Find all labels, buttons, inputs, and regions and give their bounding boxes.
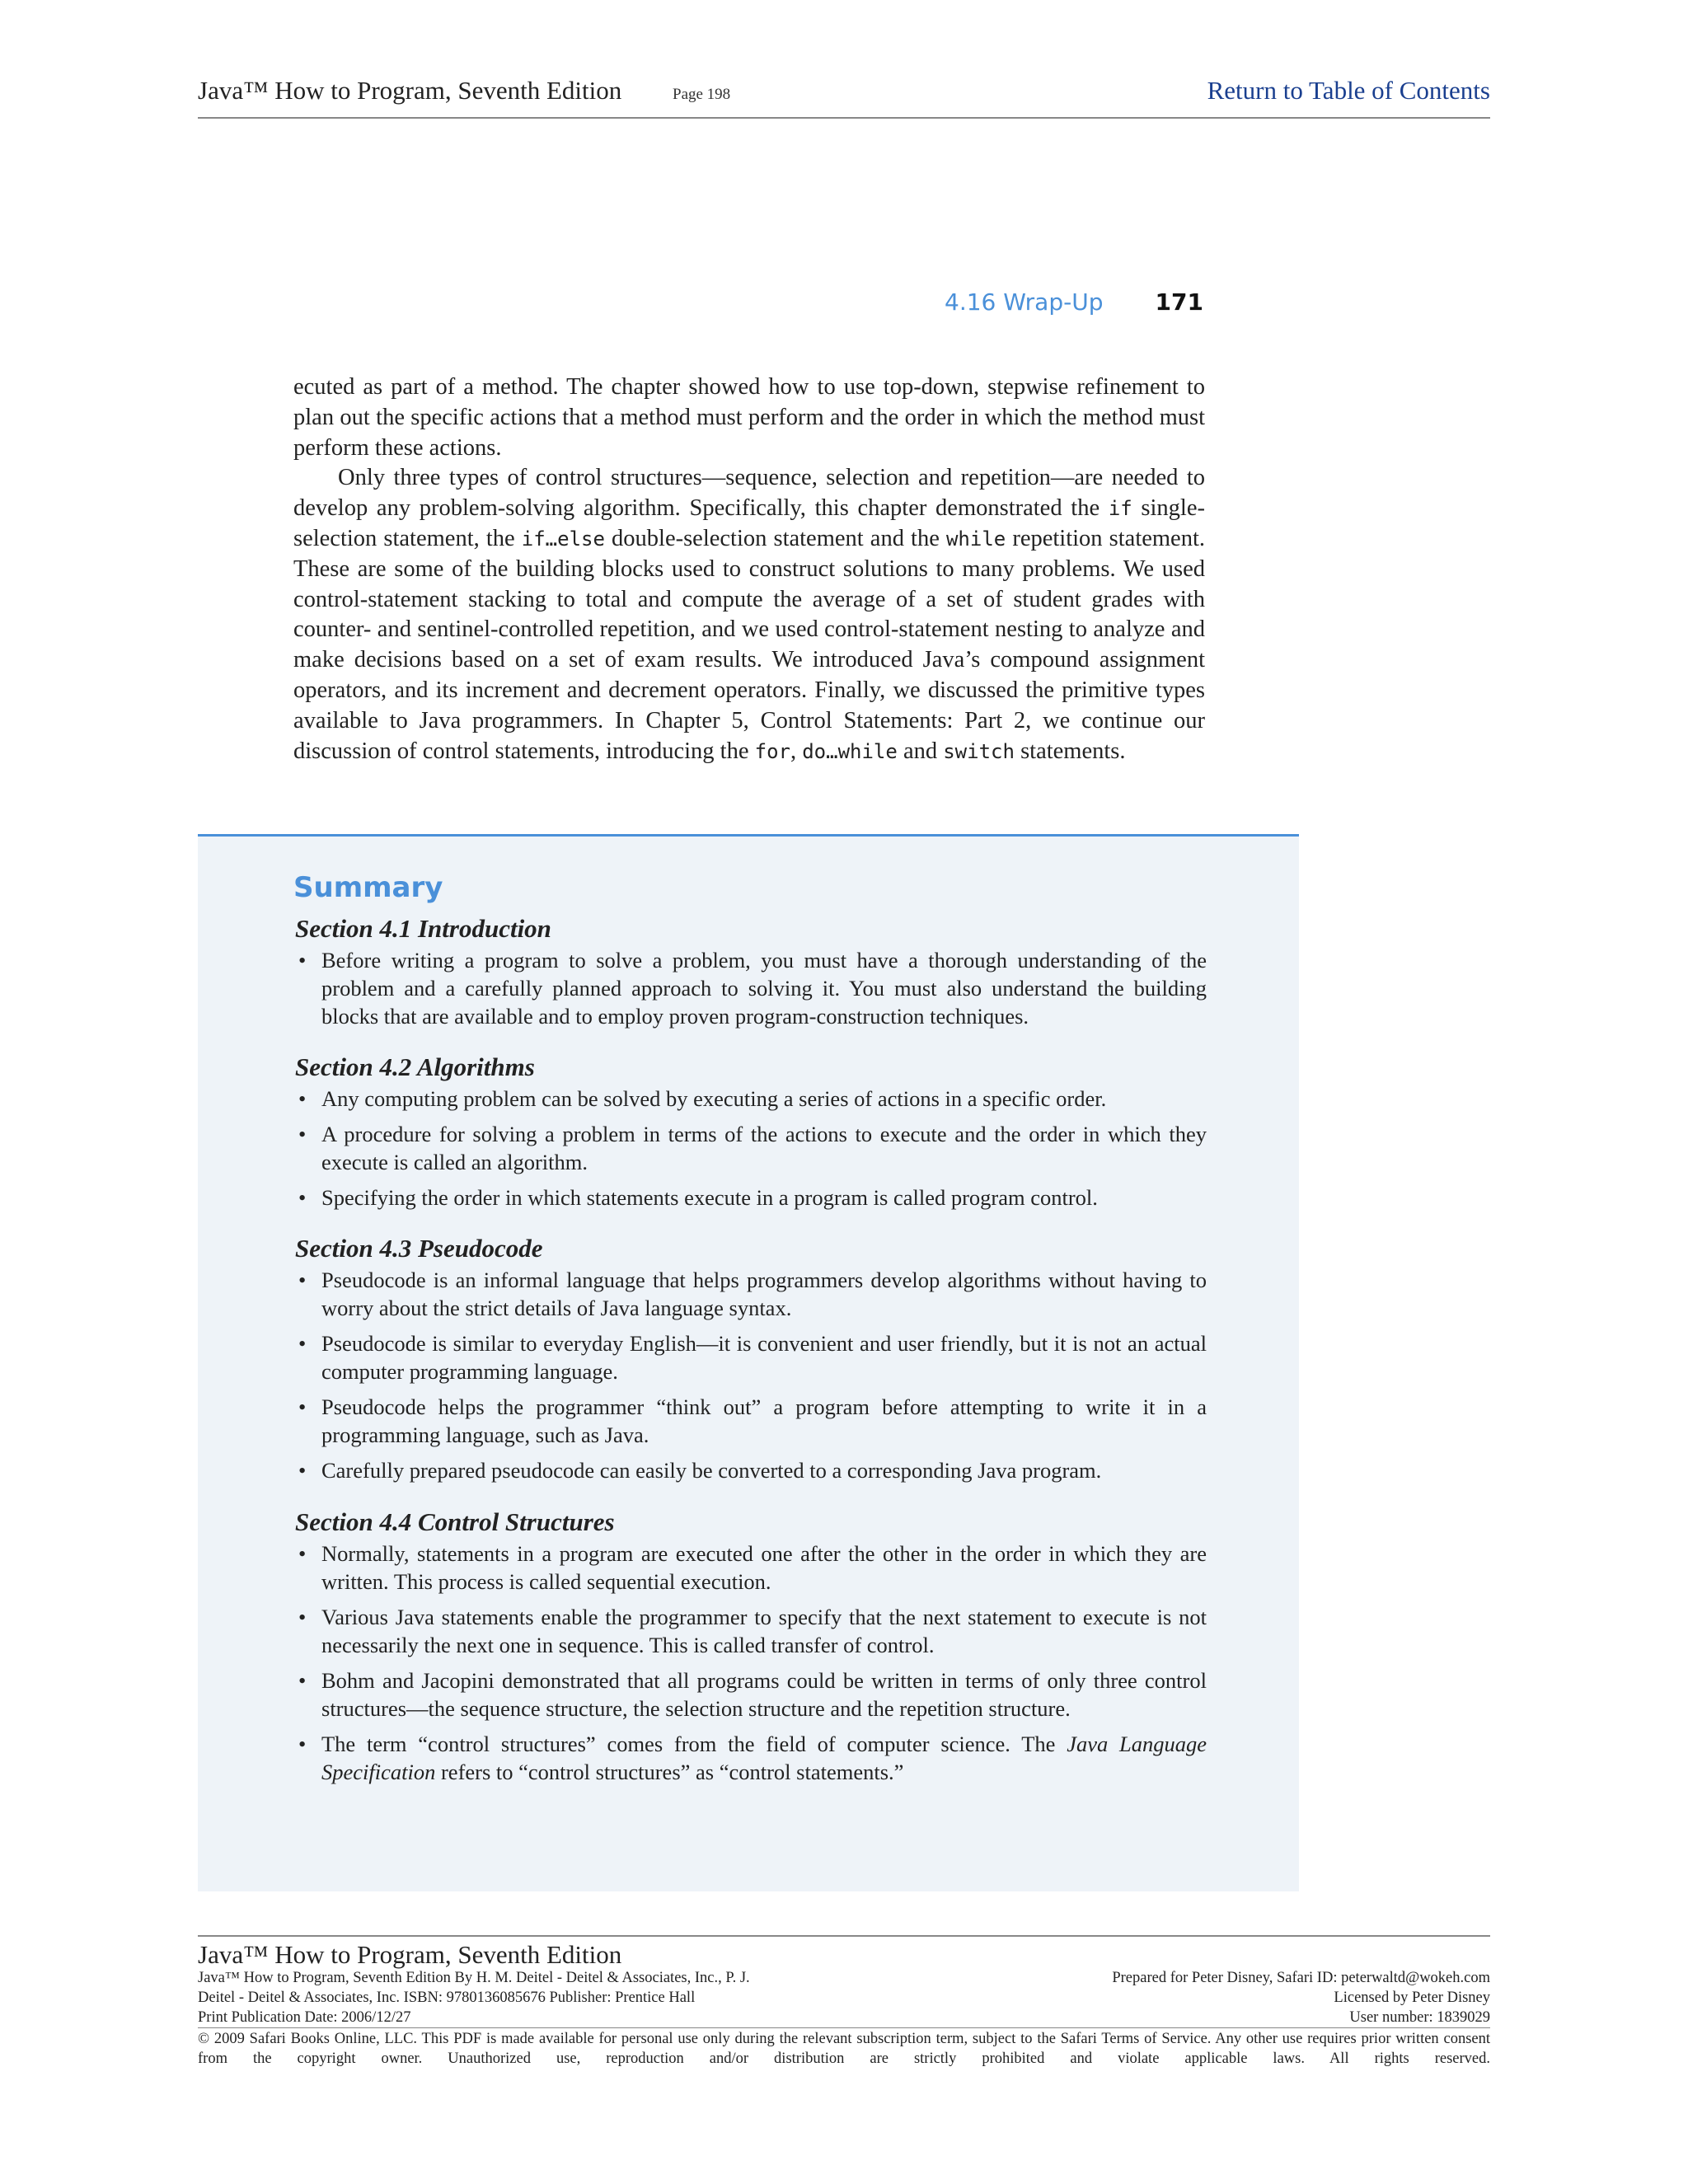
bullet-text: Pseudocode is an informal language that helps programmers develop algorithms without having to worry about the strict details of Java language syntax. [321,1268,1207,1320]
summary-bullet [295,1120,1207,1176]
bullet-text [321,1730,1207,1786]
bullet-text: Normally, statements in a program are executed one after the other in the order in which they are written. This process is called sequential execution. [321,1541,1207,1594]
text-run: statements. [1014,738,1126,764]
text-run: Only three types of control structures—sequence, selection and repetition—are needed to develop any problem-solving algorithm. Specifically, this chapter demonstrated the [293,465,1205,522]
summary-bullet [295,1456,1207,1484]
copyright-notice: © 2009 Safari Books Online, LLC. This PDF is made available for personal use only during the relevant subscription term, subject to the Safari Terms of Service. Any other use requires prior written consent from the copyright owner. Unauthorized use, reproduction and/or distribution are strictly prohibited and violate applicable laws. All rights reserved. [198,2031,1490,2067]
page-label: Page 198 [673,86,731,103]
bullet-text: Carefully prepared pseudocode can easily be converted to a corresponding Java program. [321,1458,1102,1483]
summary-bullet [295,1603,1207,1659]
summary-bullet [295,1085,1207,1113]
toc-link[interactable]: Return to Table of Contents [1207,76,1490,105]
code-if-else: if…else [521,527,605,551]
summary-bullet [295,1393,1207,1449]
bullet-glyph: • [298,1605,307,1629]
code-if: if [1108,497,1132,521]
section-heading: Section 4.4 Control Structures [295,1507,615,1536]
section-heading: Section 4.3 Pseudocode [295,1234,543,1263]
bullet-glyph: • [298,948,307,972]
text-run: repetition statement. These are some of the building blocks used to construct solutions to many problems. We used control-statement stacking to total and compute the average of a set of student grades with counter- and sentinel-controlled repetition, and we used control-statement nesting to analyze and make decisions based on a set of exam results. We introduced Java’s compound assignment operators, and its increment and decrement operators. Finally, we discussed the primitive types available to Java programmers. In Chapter 5, Control Statements: Part 2, we continue our discussion of control statements, introducing the [293,525,1205,764]
bullet-glyph: • [298,1394,307,1419]
bullet-glyph: • [298,1185,307,1210]
bullet-glyph: • [298,1122,307,1146]
code-do-while: do…while [802,739,898,763]
bullet-text: Pseudocode helps the programmer “think out” a program before attempting to write it in a programming language, such as Java. [321,1394,1207,1447]
running-head-section: 4.16 Wrap-Up [945,288,1104,316]
bullet-glyph: • [298,1458,307,1483]
bullet-text: A procedure for solving a problem in terms of the actions to execute and the order in which they execute is called an algorithm. [321,1122,1207,1174]
bullet-glyph: • [298,1268,307,1292]
summary-bullet [295,1730,1207,1786]
summary-heading: Summary [293,871,443,904]
section-heading: Section 4.2 Algorithms [295,1052,535,1081]
bullet-text: Before writing a program to solve a problem, you must have a thorough understanding of the problem and a carefully planned approach to solving it. You must also understand the building blocks that are available and to employ proven program-construction techniques. [321,948,1207,1029]
running-head [931,288,1203,321]
running-head-page-number: 171 [1155,288,1203,316]
footer-right-line: User number: 1839029 [1349,2009,1490,2026]
bullet-text: Various Java statements enable the programmer to specify that the next statement to execute is not necessarily the next one in sequence. This is called transfer of control. [321,1605,1207,1657]
footer-left-line: Deitel - Deitel & Associates, Inc. ISBN: 9780136085676 Publisher: Prentice Hall [198,1990,696,2006]
text-run: double-selection statement and the [604,525,946,551]
code-switch: switch [943,739,1015,763]
paragraph-2 [293,463,1205,766]
code-for: for [754,739,790,763]
text-run: , [790,738,803,764]
bullet-text: Any computing problem can be solved by executing a series of actions in a specific order. [321,1086,1107,1111]
text-run: refers to “control structures” as “control statements.” [435,1760,904,1784]
italic-title: Java Language Specification [321,1732,1207,1784]
body-text [293,373,1205,766]
bullet-text: Pseudocode is similar to everyday English—it is convenient and user friendly, but it is not an actual computer programming language. [321,1331,1207,1384]
footer-left-line: Print Publication Date: 2006/12/27 [198,2009,411,2026]
book-title: Java™ How to Program, Seventh Edition [198,76,622,105]
bullet-glyph: • [298,1086,307,1111]
summary-panel [198,834,1299,1891]
footer-left-line: Java™ How to Program, Seventh Edition By H. M. Deitel - Deitel & Associates, Inc., P. J. [198,1970,750,1986]
top-header [198,76,1490,119]
text-run: single-selection statement, the [293,495,1205,551]
summary-bullet [295,1183,1207,1212]
footer-divider [198,2027,1490,2028]
bullet-glyph: • [298,1732,307,1756]
summary-bullet [295,1266,1207,1322]
bullet-glyph: • [298,1331,307,1356]
bullet-text: Specifying the order in which statements execute in a program is called program control. [321,1185,1098,1210]
summary-bullet [295,1666,1207,1722]
section-heading: Section 4.1 Introduction [295,914,551,943]
footer-right-line: Licensed by Peter Disney [1334,1990,1490,2006]
code-while: while [945,527,1006,551]
footer-title: Java™ How to Program, Seventh Edition [198,1940,622,1969]
footer [198,1935,1490,2069]
footer-right-line: Prepared for Peter Disney, Safari ID: peterwaltd@wokeh.com [1112,1970,1490,1986]
summary-bullet [295,1540,1207,1596]
bullet-text: Bohm and Jacopini demonstrated that all programs could be written in terms of only three control structures—the sequence structure, the selection structure and the repetition structure. [321,1668,1207,1721]
summary-bullet [295,1329,1207,1385]
text-run: and [897,738,944,764]
bullet-glyph: • [298,1541,307,1566]
text-run: The term “control structures” comes from the field of computer science. The [321,1732,1067,1756]
paragraph-1: ecuted as part of a method. The chapter showed how to use top-down, stepwise refinement to plan out the specific actions that a method must perform and the order in which the method must perform these actions. [293,374,1205,461]
summary-bullet [295,946,1207,1030]
bullet-glyph: • [298,1668,307,1693]
